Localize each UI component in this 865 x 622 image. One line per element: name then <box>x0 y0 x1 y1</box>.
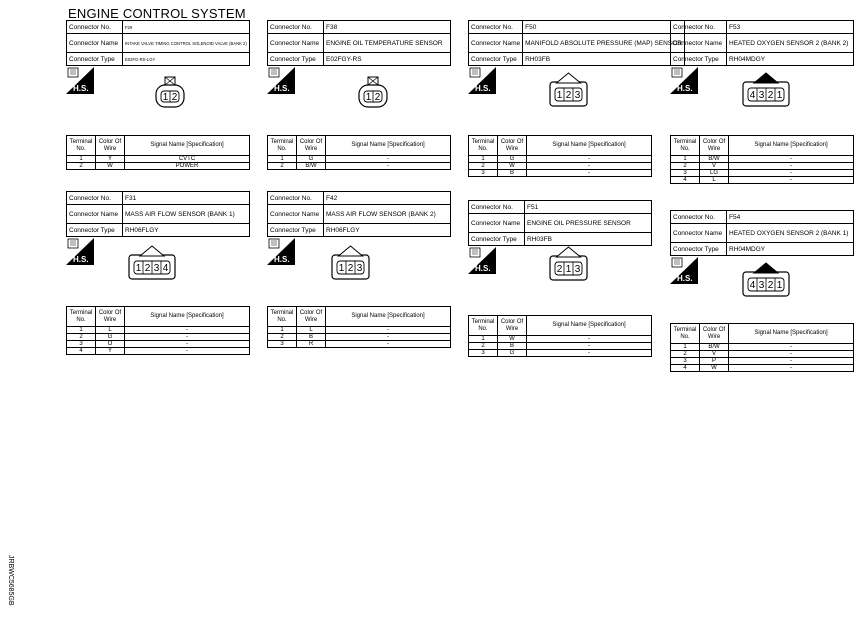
terminal-no: 2 <box>469 163 498 170</box>
pin-number: 1 <box>365 92 372 103</box>
color-of-wire-header: Color Of Wire <box>700 324 729 344</box>
hs-label: H.S. <box>73 255 89 264</box>
table-row <box>671 344 854 351</box>
table-row <box>67 348 250 355</box>
table-row <box>671 156 854 163</box>
signal-name-header: Signal Name [Specification] <box>125 307 250 327</box>
wire-color: G <box>498 156 527 163</box>
table-row <box>268 341 451 348</box>
hs-label: H.S. <box>73 84 89 93</box>
connector-no-value: F38 <box>324 21 451 34</box>
terminal-no: 4 <box>671 177 700 184</box>
terminal-no: 4 <box>671 365 700 372</box>
signal-name: - <box>729 177 854 184</box>
connector-name-value: MASS AIR FLOW SENSOR (BANK 1) <box>123 205 250 224</box>
signal-name: POWER <box>125 163 250 170</box>
connector-type-value: RH03FB <box>525 233 652 246</box>
terminal-no: 2 <box>671 163 700 170</box>
terminal-no: 3 <box>268 341 297 348</box>
pin-number: 3 <box>574 264 580 275</box>
wire-color: W <box>96 163 125 170</box>
wire-color: B/W <box>700 344 729 351</box>
connector-name-label: Connector Name <box>469 34 523 53</box>
connector-type-label: Connector Type <box>268 53 324 66</box>
terminal-no-header: Terminal No. <box>469 316 498 336</box>
connector-no-label: Connector No. <box>671 211 727 224</box>
terminal-no: 1 <box>67 327 96 334</box>
connector-type-value: RH06FLGY <box>324 224 451 237</box>
wire-color: G <box>498 350 527 357</box>
wire-color: L <box>700 177 729 184</box>
connector-type-label: Connector Type <box>268 224 324 237</box>
terminal-no: 1 <box>268 327 297 334</box>
table-row <box>469 170 652 177</box>
connector-type-label: Connector Type <box>469 53 523 66</box>
page-title: ENGINE CONTROL SYSTEM <box>68 6 246 21</box>
connector-name-value: INTAKE VALVE TIMING CONTROL SOLENOID VALVE (BANK 2) <box>123 34 250 53</box>
connector-name-value: HEATED OXYGEN SENSOR 2 (BANK 2) <box>727 34 854 53</box>
terminal-no: 3 <box>671 170 700 177</box>
color-of-wire-header: Color Of Wire <box>96 307 125 327</box>
connector-no-value: F54 <box>727 211 854 224</box>
wire-color: P <box>700 358 729 365</box>
connector-no-label: Connector No. <box>671 21 727 34</box>
color-of-wire-header: Color Of Wire <box>700 136 729 156</box>
signal-name: - <box>527 336 652 343</box>
signal-name: - <box>326 341 451 348</box>
signal-name-header: Signal Name [Specification] <box>326 307 451 327</box>
connector-type-value: RH04MDGY <box>727 53 854 66</box>
pin-number: 1 <box>556 90 562 101</box>
connector-info-f42 <box>267 191 451 237</box>
connector-type-label: Connector Type <box>671 53 727 66</box>
connector-name-value: HEATED OXYGEN SENSOR 2 (BANK 1) <box>727 224 854 243</box>
wire-color: Y <box>96 156 125 163</box>
connector-face-f29 <box>152 73 188 118</box>
signal-name-header: Signal Name [Specification] <box>729 324 854 344</box>
connector-type-value: RH03FB <box>523 53 685 66</box>
pin-number: 2 <box>374 92 381 103</box>
table-row <box>67 334 250 341</box>
terminal-no: 3 <box>469 350 498 357</box>
color-of-wire-header: Color Of Wire <box>498 316 527 336</box>
terminal-no-header: Terminal No. <box>469 136 498 156</box>
wire-color: R <box>297 341 326 348</box>
terminal-no: 3 <box>469 170 498 177</box>
wire-color: V <box>700 351 729 358</box>
wire-color: Y <box>96 348 125 355</box>
terminal-no: 1 <box>671 156 700 163</box>
terminal-no: 2 <box>469 343 498 350</box>
connector-face-f31 <box>125 243 179 290</box>
harness-side-icon <box>267 67 295 94</box>
table-row <box>671 351 854 358</box>
signal-name: - <box>326 156 451 163</box>
wire-color: G <box>297 156 326 163</box>
signal-name: - <box>729 365 854 372</box>
pin-number: 4 <box>749 280 756 291</box>
wire-color: B <box>498 170 527 177</box>
wire-color: B <box>297 334 326 341</box>
pin-number: 3 <box>758 280 765 291</box>
terminal-no: 1 <box>469 156 498 163</box>
pin-number: 1 <box>565 264 571 275</box>
table-row <box>67 156 250 163</box>
terminal-table-f51 <box>468 315 652 357</box>
connector-face-f53 <box>739 70 793 117</box>
terminal-no: 2 <box>67 163 96 170</box>
connector-no-value: F51 <box>525 201 652 214</box>
table-row <box>469 350 652 357</box>
pin-number: 3 <box>356 263 362 274</box>
pin-number: 3 <box>574 90 580 101</box>
table-row <box>67 163 250 170</box>
connector-name-value: ENGINE OIL PRESSURE SENSOR <box>525 214 652 233</box>
signal-name: - <box>326 334 451 341</box>
pin-number: 1 <box>776 90 783 101</box>
connector-name-label: Connector Name <box>268 205 324 224</box>
hs-label: H.S. <box>475 264 491 273</box>
wire-color: O <box>96 341 125 348</box>
pin-number: 1 <box>135 263 142 274</box>
wire-color: G <box>96 334 125 341</box>
table-row <box>67 341 250 348</box>
signal-name-header: Signal Name [Specification] <box>125 136 250 156</box>
diagram-code: JRBWC5685GB <box>7 555 14 606</box>
table-row <box>671 358 854 365</box>
pin-number: 2 <box>565 90 571 101</box>
wire-color: B/W <box>297 163 326 170</box>
pin-number: 3 <box>758 90 765 101</box>
terminal-no: 2 <box>67 334 96 341</box>
connector-no-label: Connector No. <box>268 21 324 34</box>
connector-no-value: F53 <box>727 21 854 34</box>
connector-name-label: Connector Name <box>268 34 324 53</box>
signal-name: CVTC <box>125 156 250 163</box>
harness-side-icon <box>66 67 94 94</box>
signal-name: - <box>326 163 451 170</box>
connector-info-f38 <box>267 20 451 66</box>
connector-no-label: Connector No. <box>469 201 525 214</box>
color-of-wire-header: Color Of Wire <box>96 136 125 156</box>
terminal-table-f53 <box>670 135 854 184</box>
terminal-no-header: Terminal No. <box>67 307 96 327</box>
connector-face-f38 <box>355 73 391 118</box>
connector-info-f53 <box>670 20 854 66</box>
terminal-table-f31 <box>66 306 250 355</box>
harness-side-icon <box>670 257 698 284</box>
signal-name: - <box>729 358 854 365</box>
terminal-no-header: Terminal No. <box>268 136 297 156</box>
harness-side-icon <box>670 67 698 94</box>
connector-type-value: E02FGY-RS <box>324 53 451 66</box>
table-row <box>469 343 652 350</box>
color-of-wire-header: Color Of Wire <box>297 307 326 327</box>
color-of-wire-header: Color Of Wire <box>498 136 527 156</box>
table-row <box>268 327 451 334</box>
pin-number: 1 <box>338 263 344 274</box>
table-row <box>469 163 652 170</box>
connector-info-f54 <box>670 210 854 256</box>
connector-face-f50 <box>546 70 591 117</box>
connector-name-label: Connector Name <box>67 205 123 224</box>
wire-color: V <box>700 163 729 170</box>
table-row <box>671 365 854 372</box>
pin-number: 2 <box>767 280 774 291</box>
signal-name-header: Signal Name [Specification] <box>326 136 451 156</box>
signal-name: - <box>729 344 854 351</box>
connector-no-value: F50 <box>523 21 685 34</box>
connector-name-label: Connector Name <box>671 34 727 53</box>
signal-name: - <box>527 170 652 177</box>
terminal-no: 3 <box>671 358 700 365</box>
terminal-no: 3 <box>67 341 96 348</box>
pin-number: 2 <box>556 264 562 275</box>
connector-name-label: Connector Name <box>67 34 123 53</box>
signal-name: - <box>125 334 250 341</box>
signal-name-header: Signal Name [Specification] <box>729 136 854 156</box>
signal-name-header: Signal Name [Specification] <box>527 136 652 156</box>
pin-number: 2 <box>144 263 151 274</box>
pin-number: 1 <box>162 92 169 103</box>
terminal-no: 1 <box>67 156 96 163</box>
table-row <box>67 327 250 334</box>
signal-name: - <box>125 348 250 355</box>
signal-name: - <box>125 341 250 348</box>
terminal-no-header: Terminal No. <box>67 136 96 156</box>
terminal-no: 1 <box>469 336 498 343</box>
wire-color: W <box>498 163 527 170</box>
connector-no-label: Connector No. <box>469 21 523 34</box>
table-row <box>671 177 854 184</box>
wire-color: W <box>700 365 729 372</box>
pin-number: 4 <box>749 90 756 101</box>
connector-type-value: E02FG-RS-LGY <box>123 53 250 66</box>
pin-number: 1 <box>776 280 783 291</box>
table-row <box>671 170 854 177</box>
connector-name-label: Connector Name <box>469 214 525 233</box>
connector-face-f51 <box>546 244 591 291</box>
harness-side-icon <box>468 247 496 274</box>
signal-name: - <box>729 351 854 358</box>
signal-name-header: Signal Name [Specification] <box>527 316 652 336</box>
signal-name: - <box>729 163 854 170</box>
wire-color: L <box>297 327 326 334</box>
table-row <box>469 156 652 163</box>
terminal-table-f42 <box>267 306 451 348</box>
terminal-table-f50 <box>468 135 652 177</box>
connector-info-f29 <box>66 20 250 66</box>
connector-type-value: RH06FLGY <box>123 224 250 237</box>
pin-number: 2 <box>347 263 353 274</box>
terminal-no: 2 <box>268 334 297 341</box>
hs-label: H.S. <box>274 84 290 93</box>
connector-type-label: Connector Type <box>67 224 123 237</box>
hs-label: H.S. <box>475 84 491 93</box>
terminal-no-header: Terminal No. <box>671 136 700 156</box>
connector-no-value: F31 <box>123 192 250 205</box>
pin-number: 4 <box>162 263 169 274</box>
connector-face-f42 <box>328 243 373 290</box>
connector-face-f54 <box>739 260 793 307</box>
signal-name: - <box>527 343 652 350</box>
connector-no-value: F42 <box>324 192 451 205</box>
pin-number: 3 <box>153 263 160 274</box>
hs-label: H.S. <box>677 274 693 283</box>
connector-type-value: RH04MDGY <box>727 243 854 256</box>
signal-name: - <box>125 327 250 334</box>
terminal-no: 2 <box>671 351 700 358</box>
harness-side-icon <box>468 67 496 94</box>
terminal-table-f38 <box>267 135 451 170</box>
signal-name: - <box>527 350 652 357</box>
harness-side-icon <box>267 238 295 265</box>
connector-type-label: Connector Type <box>671 243 727 256</box>
wire-color: L <box>96 327 125 334</box>
terminal-no: 4 <box>67 348 96 355</box>
terminal-no: 1 <box>671 344 700 351</box>
connector-type-label: Connector Type <box>67 53 123 66</box>
wire-color: W <box>498 336 527 343</box>
signal-name: - <box>729 170 854 177</box>
table-row <box>268 156 451 163</box>
connector-no-label: Connector No. <box>67 192 123 205</box>
connector-name-label: Connector Name <box>671 224 727 243</box>
connector-info-f31 <box>66 191 250 237</box>
harness-side-icon <box>66 238 94 265</box>
connector-info-f51 <box>468 200 652 246</box>
table-row <box>469 336 652 343</box>
pin-number: 2 <box>171 92 178 103</box>
table-row <box>268 163 451 170</box>
pin-number: 2 <box>767 90 774 101</box>
signal-name: - <box>527 156 652 163</box>
signal-name: - <box>527 163 652 170</box>
wire-color: B <box>498 343 527 350</box>
wire-color: LG <box>700 170 729 177</box>
terminal-no-header: Terminal No. <box>268 307 297 327</box>
hs-label: H.S. <box>274 255 290 264</box>
connector-type-label: Connector Type <box>469 233 525 246</box>
terminal-no: 1 <box>268 156 297 163</box>
signal-name: - <box>729 156 854 163</box>
connector-no-label: Connector No. <box>268 192 324 205</box>
connector-no-value: F29 <box>123 21 250 34</box>
connector-no-label: Connector No. <box>67 21 123 34</box>
hs-label: H.S. <box>677 84 693 93</box>
terminal-no-header: Terminal No. <box>671 324 700 344</box>
color-of-wire-header: Color Of Wire <box>297 136 326 156</box>
wire-color: B/W <box>700 156 729 163</box>
table-row <box>268 334 451 341</box>
terminal-table-f54 <box>670 323 854 372</box>
connector-name-value: ENGINE OIL TEMPERATURE SENSOR <box>324 34 451 53</box>
terminal-table-f29 <box>66 135 250 170</box>
connector-info-f50 <box>468 20 682 66</box>
connector-name-value: MASS AIR FLOW SENSOR (BANK 2) <box>324 205 451 224</box>
terminal-no: 2 <box>268 163 297 170</box>
signal-name: - <box>326 327 451 334</box>
connector-name-value: MANIFOLD ABSOLUTE PRESSURE (MAP) SENSOR <box>523 34 685 53</box>
table-row <box>671 163 854 170</box>
